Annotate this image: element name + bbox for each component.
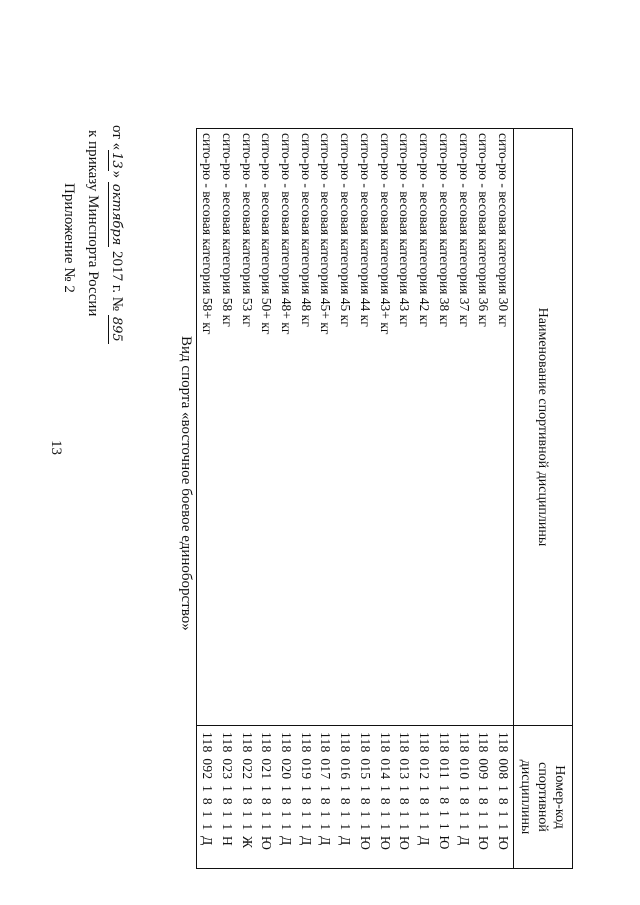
- discipline-name: сито-рю - весовая категория 45 кг: [335, 129, 355, 726]
- discipline-name: сито-рю - весовая категория 48+ кг: [276, 129, 296, 726]
- table-row: [316, 129, 336, 869]
- discipline-name: сито-рю - весовая категория 48 кг: [296, 129, 316, 726]
- discipline-code: 118 010 1 8 1 1 Д: [454, 726, 474, 869]
- discipline-code: 118 011 1 8 1 1 Ю: [434, 726, 454, 869]
- table-row: [493, 129, 513, 869]
- table-row: [276, 129, 296, 869]
- discipline-name: сито-рю - весовая категория 44 кг: [355, 129, 375, 726]
- discipline-name: сито-рю - весовая категория 42 кг: [414, 129, 434, 726]
- sport-title: Вид спорта «восточное боевое единоборство»: [178, 336, 194, 631]
- date-mid: »: [109, 170, 125, 179]
- table-row: [217, 129, 237, 869]
- discipline-code: 118 016 1 8 1 1 Д: [335, 726, 355, 869]
- table-row: [256, 129, 276, 869]
- disciplines-table-wrapper: [196, 128, 573, 868]
- page-number: 13: [48, 440, 64, 455]
- date-prefix: от «: [109, 125, 125, 151]
- table-row: [414, 129, 434, 869]
- discipline-code: 118 009 1 8 1 1 Ю: [473, 726, 493, 869]
- discipline-name: сито-рю - весовая категория 36 кг: [473, 129, 493, 726]
- discipline-name: сито-рю - весовая категория 45+ кг: [316, 129, 336, 726]
- discipline-name: сито-рю - весовая категория 58 кг: [217, 129, 237, 726]
- date-month: октября: [109, 183, 124, 246]
- appendix-line-1: Приложение № 2: [61, 183, 77, 293]
- discipline-code: 118 021 1 8 1 1 Ю: [256, 726, 276, 869]
- discipline-code: 118 023 1 8 1 1 Н: [217, 726, 237, 869]
- table-row: [237, 129, 257, 869]
- discipline-name: сито-рю - весовая категория 53 кг: [237, 129, 257, 726]
- table-row: [375, 129, 395, 869]
- order-number: 895: [109, 316, 124, 342]
- table-row: [296, 129, 316, 869]
- discipline-name: сито-рю - весовая категория 50+ кг: [256, 129, 276, 726]
- discipline-name: сито-рю - весовая категория 30 кг: [493, 129, 513, 726]
- discipline-code: 118 092 1 8 1 1 Д: [197, 726, 217, 869]
- table-header-row: [514, 129, 573, 869]
- date-day: 13: [109, 152, 124, 169]
- discipline-code: 118 013 1 8 1 1 Ю: [395, 726, 415, 869]
- discipline-name: сито-рю - весовая категория 43 кг: [395, 129, 415, 726]
- discipline-name: сито-рю - весовая категория 37 кг: [454, 129, 474, 726]
- header-discipline-name: Наименование спортивной дисциплины: [514, 129, 573, 726]
- header-discipline-code: Номер-код спортивной дисциплины: [514, 726, 573, 869]
- discipline-code: 118 022 1 8 1 1 Ж: [237, 726, 257, 869]
- discipline-code: 118 019 1 8 1 1 Д: [296, 726, 316, 869]
- table-row: [454, 129, 474, 869]
- discipline-name: сито-рю - весовая категория 38 кг: [434, 129, 454, 726]
- discipline-name: сито-рю - весовая категория 58+ кг: [197, 129, 217, 726]
- table-row: [395, 129, 415, 869]
- discipline-code: 118 017 1 8 1 1 Д: [316, 726, 336, 869]
- discipline-code: 118 020 1 8 1 1 Д: [276, 726, 296, 869]
- table-row: [197, 129, 217, 869]
- discipline-code: 118 014 1 8 1 1 Ю: [375, 726, 395, 869]
- appendix-line-2: к приказу Минспорта России: [85, 130, 101, 317]
- disciplines-table: [196, 128, 573, 869]
- discipline-code: 118 012 1 8 1 1 Д: [414, 726, 434, 869]
- table-row: [355, 129, 375, 869]
- table-row: [335, 129, 355, 869]
- discipline-code: 118 008 1 8 1 1 Ю: [493, 726, 513, 869]
- discipline-name: сито-рю - весовая категория 43+ кг: [375, 129, 395, 726]
- date-year: 2017 г. №: [109, 251, 125, 312]
- table-row: [434, 129, 454, 869]
- table-row: [473, 129, 493, 869]
- discipline-code: 118 015 1 8 1 1 Ю: [355, 726, 375, 869]
- appendix-date-line: [108, 125, 125, 344]
